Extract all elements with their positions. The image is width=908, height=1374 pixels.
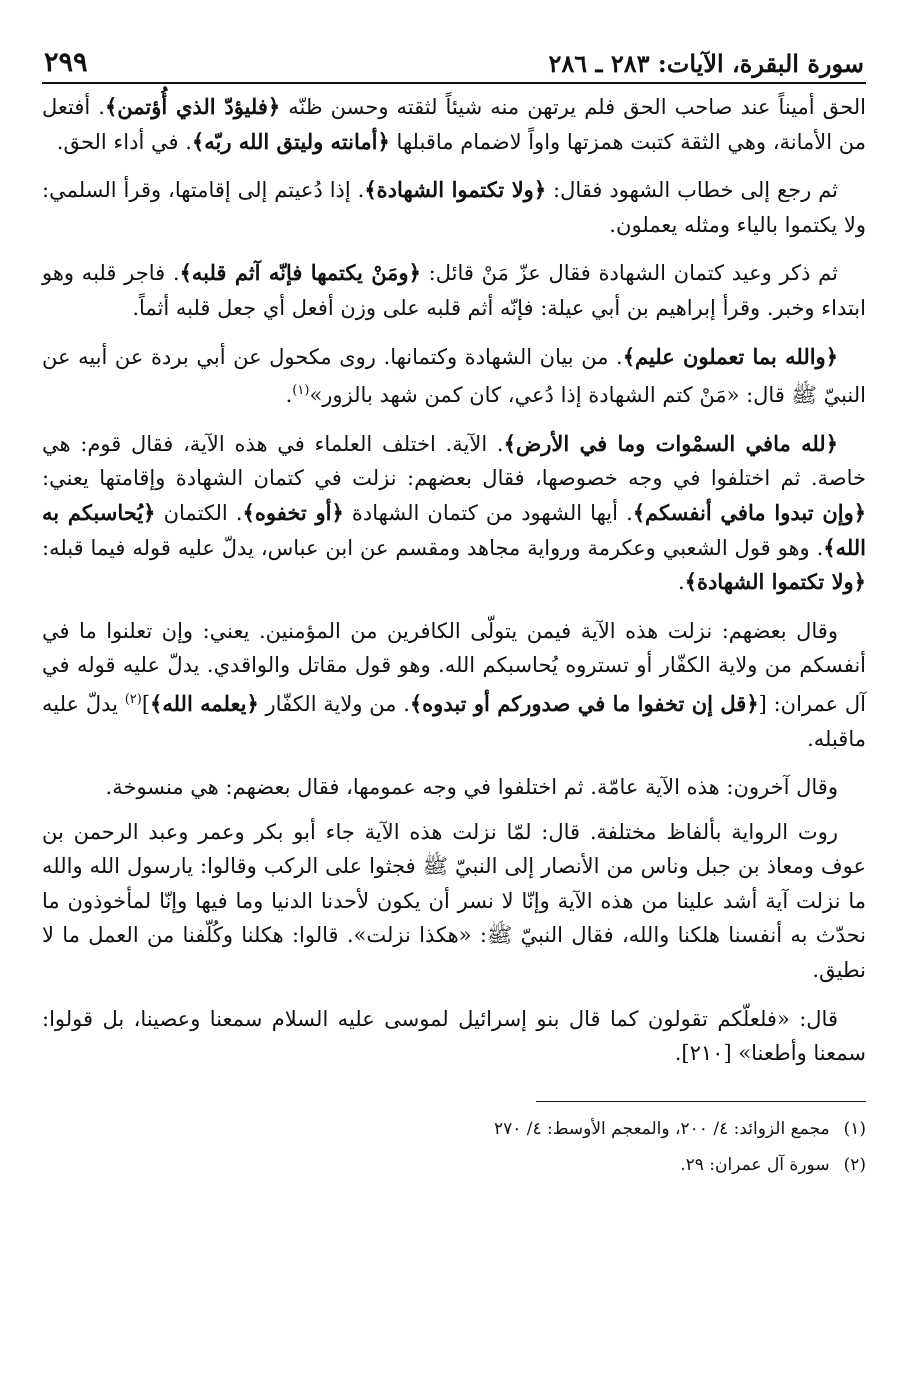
footnote-ref-1: (١) [292, 383, 310, 399]
paragraph-3: ثم ذكر وعيد كتمان الشهادة فقال عزّ مَنْ قائل: ﴿ومَنْ يكتمها فإنّه آثم قلبه﴾. فاجر قلبه وهو ابتداء وخبر. وقرأ إبراهيم بن أبي عيلة: فإنّه أثم قلبه على وزن أفعل أي جعل قلبه أثماً. [42, 260, 866, 320]
quran-quote: ﴿أو تخفوه﴾ [242, 499, 344, 525]
quran-quote: ﴿ولا تكتموا الشهادة﴾ [364, 177, 547, 203]
footnote-divider [536, 1101, 866, 1102]
quran-quote: ﴿فليؤدّ الذي أُؤتمن﴾ [105, 94, 281, 119]
footnote-text: مجمع الزوائد: ٤/ ٢٠٠، والمعجم الأوسط: ٤/ ٢٧٠ [493, 1118, 830, 1139]
quran-quote: ﴿لله مافي السمْوات وما في الأرض﴾ [503, 430, 839, 456]
footnote-1 [42, 1114, 866, 1144]
paragraph-9: قال: «فلعلّكم تقولون كما قال بنو إسرائيل لموسى عليه السلام سمعنا وعصينا، بل قولوا: سمعنا وأطعنا» [٢١٠]. [42, 1006, 866, 1066]
quran-quote: ﴿ومَنْ يكتمها فإنّه آثم قلبه﴾ [179, 260, 421, 286]
paragraph-2: ثم رجع إلى خطاب الشهود فقال: ﴿ولا تكتموا الشهادة﴾. إذا دُعيتم إلى إقامتها، وقرأ السلمي: ولا يكتموا بالياء ومثله يعملون. [42, 177, 866, 237]
footnote-mark: (١) [843, 1118, 866, 1139]
quran-quote: ﴿يعلمه الله﴾ [150, 690, 259, 716]
footnote-mark: (٢) [843, 1154, 866, 1175]
footnote-2 [42, 1150, 866, 1180]
quran-quote: ﴿ولا تكتموا الشهادة﴾ [684, 569, 866, 595]
surah-title: سورة البقرة، الآيات: ٢٨٣ ـ ٢٨٦ [548, 49, 864, 78]
paragraph-1: الحق أميناً عند صاحب الحق فلم يرتهن منه شيئاً لثقته وحسن ظنّه ﴿فليؤدّ الذي أُؤتمن﴾. أفتعل من الأمانة، وهي الثقة كتبت همزتها واواً لاضمام ماقبلها ﴿أمانته وليتق الله ربّه﴾. في أداء الحق. [42, 94, 866, 154]
page-number: ٢٩٩ [44, 47, 88, 78]
paragraph-8: روت الرواية بألفاظ مختلفة. قال: لمّا نزلت هذه الآية جاء أبو بكر وعمر وعبد الرحمن بن عوف ومعاذ بن جبل وناس من الأنصار إلى النبيّ ﷺ فجثوا على الركب وقالوا: يارسول الله والله ما نزلت آية أشد علينا من هذه الآية وإنّا لا نسر أن يكون لأحدنا الدنيا وما فيها وإنّا لمأخوذون ما نحدّث به أنفسنا هلكنا والله، فقال النبيّ ﷺ: «هكذا نزلت». قالوا: هكلنا وكُلّفنا من العمل ما لا نطيق. [42, 819, 866, 983]
quran-quote: ﴿أمانته وليتق الله ربّه﴾ [191, 128, 390, 154]
quran-quote: ﴿والله بما تعملون عليم﴾ [622, 343, 838, 369]
quran-quote: ﴿وإن تبدوا مافي أنفسكم﴾ [632, 499, 867, 525]
footnote-text: سورة آل عمران: ٢٩. [680, 1154, 830, 1175]
paragraph-4: ﴿والله بما تعملون عليم﴾. من بيان الشهادة وكتمانها. روى مكحول عن أبي بردة عن أبيه عن النبيّ ﷺ قال: «مَنْ كتم الشهادة إذا دُعي، كان كمن شهد بالزور»$^{(١)}$. [42, 343, 866, 408]
footnote-ref-2: (٢) [124, 691, 142, 707]
paragraph-7: وقال آخرون: هذه الآية عامّة. ثم اختلفوا في وجه عمومها، فقال بعضهم: هي منسوخة. [105, 775, 838, 800]
paragraph-6: وقال بعضهم: نزلت هذه الآية فيمن يتولّى الكافرين من المؤمنين. يعني: وإن تعلنوا ما في أنفسكم من ولاية الكفّار أو تستروه يُحاسبكم الله. وهو قول مقاتل والواقدي. يدلّ عليه قوله في آل عمران: [﴿قل إن تخفوا ما في صدوركم أو تبدوه﴾. من ولاية الكفّار ﴿يعلمه الله﴾]$^{(٢)}$ يدلّ عليه ماقبله. [42, 618, 866, 751]
paragraph-5: ﴿لله مافي السمْوات وما في الأرض﴾. الآية. اختلف العلماء في هذه الآية، فقال قوم: هي خاصة. ثم اختلفوا في وجه خصوصها، فقال بعضهم: نزلت في كتمان الشهادة وإقامتها يعني: ﴿وإن تبدوا مافي أنفسكم﴾. أيها الشهود من كتمان الشهادة ﴿أو تخفوه﴾. الكتمان ﴿يُحاسبكم به الله﴾. وهو قول الشعبي وعكرمة ورواية مجاهد ومقسم عن ابن عباس، يدلّ عليه قوله فيما قبله: ﴿ولا تكتموا الشهادة﴾. [42, 430, 867, 595]
page-header [42, 36, 866, 84]
quran-quote: ﴿يُحاسبكم به الله﴾ [42, 499, 866, 560]
quran-quote: ﴿قل إن تخفوا ما في صدوركم أو تبدوه﴾ [409, 690, 759, 716]
page-body [42, 90, 866, 1071]
footnotes [42, 1114, 866, 1180]
